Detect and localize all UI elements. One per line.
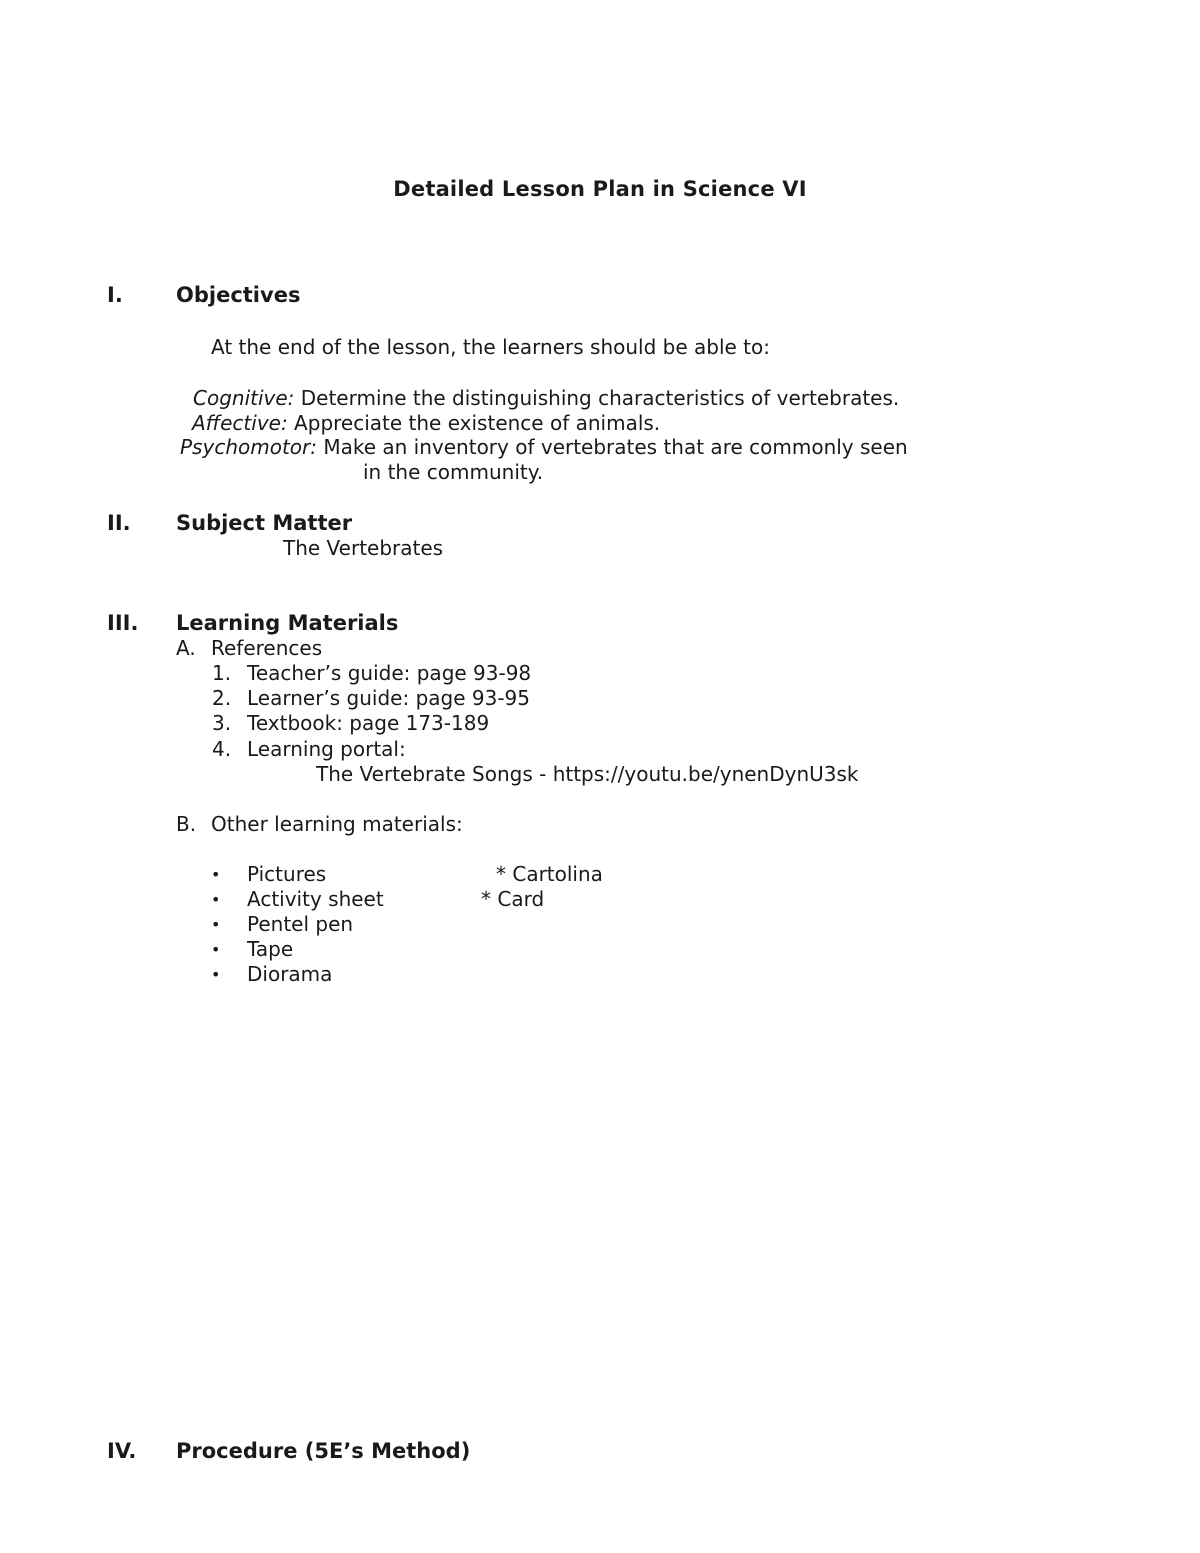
- bullet-icon: •: [211, 865, 221, 884]
- material-item-diorama: Diorama: [247, 962, 333, 986]
- objective-affective: [192, 413, 660, 433]
- section-heading-subject-matter: Subject Matter: [176, 511, 353, 535]
- other-materials-marker: B.: [176, 812, 197, 836]
- section-heading-learning-materials: Learning Materials: [176, 611, 399, 635]
- section-numeral-objectives: I.: [107, 283, 123, 307]
- bullet-icon: •: [211, 965, 221, 984]
- other-materials-label: Other learning materials:: [211, 812, 463, 836]
- objective-affective-label: Affective:: [192, 411, 288, 435]
- reference-item-number: 1.: [212, 661, 232, 685]
- section-numeral-subject-matter: II.: [107, 511, 131, 535]
- page-title: Detailed Lesson Plan in Science VI: [393, 177, 807, 201]
- references-label: References: [211, 636, 323, 660]
- reference-item-number: 3.: [212, 711, 232, 735]
- subject-matter-topic: The Vertebrates: [283, 536, 444, 560]
- reference-item-number: 4.: [212, 737, 232, 761]
- material-item-pictures: Pictures: [247, 862, 327, 886]
- reference-item-number: 2.: [212, 686, 232, 710]
- objective-psychomotor: [180, 437, 908, 457]
- reference-item-teachers-guide: Teacher’s guide: page 93-98: [247, 661, 532, 685]
- bullet-icon: •: [211, 890, 221, 909]
- section-heading-objectives: Objectives: [176, 283, 301, 307]
- objectives-intro: At the end of the lesson, the learners should be able to:: [211, 335, 770, 359]
- bullet-icon: •: [211, 940, 221, 959]
- reference-item-learning-portal: Learning portal:: [247, 737, 406, 761]
- material-item-tape: Tape: [247, 937, 294, 961]
- bullet-icon: •: [211, 915, 221, 934]
- material-item-activity-sheet: Activity sheet: [247, 887, 384, 911]
- section-numeral-procedure: IV.: [107, 1439, 137, 1463]
- reference-item-learners-guide: Learner’s guide: page 93-95: [247, 686, 531, 710]
- references-marker: A.: [176, 636, 196, 660]
- material-item-card: * Card: [481, 887, 545, 911]
- reference-item-textbook: Textbook: page 173-189: [247, 711, 490, 735]
- section-heading-procedure: Procedure (5E’s Method): [176, 1439, 471, 1463]
- objective-psychomotor-continuation: in the community.: [363, 460, 544, 484]
- objective-cognitive-label: Cognitive:: [193, 386, 295, 410]
- objective-affective-text: Appreciate the existence of animals.: [287, 411, 661, 435]
- learning-portal-link[interactable]: The Vertebrate Songs - https://youtu.be/ynenDynU3sk: [316, 762, 859, 786]
- material-item-pentel-pen: Pentel pen: [247, 912, 354, 936]
- section-numeral-learning-materials: III.: [107, 611, 139, 635]
- material-item-cartolina: * Cartolina: [496, 862, 603, 886]
- objective-psychomotor-text: Make an inventory of vertebrates that are commonly seen: [316, 435, 908, 459]
- objective-psychomotor-label: Psychomotor:: [180, 435, 317, 459]
- objective-cognitive: [193, 388, 899, 408]
- objective-cognitive-text: Determine the distinguishing characteristics of vertebrates.: [294, 386, 900, 410]
